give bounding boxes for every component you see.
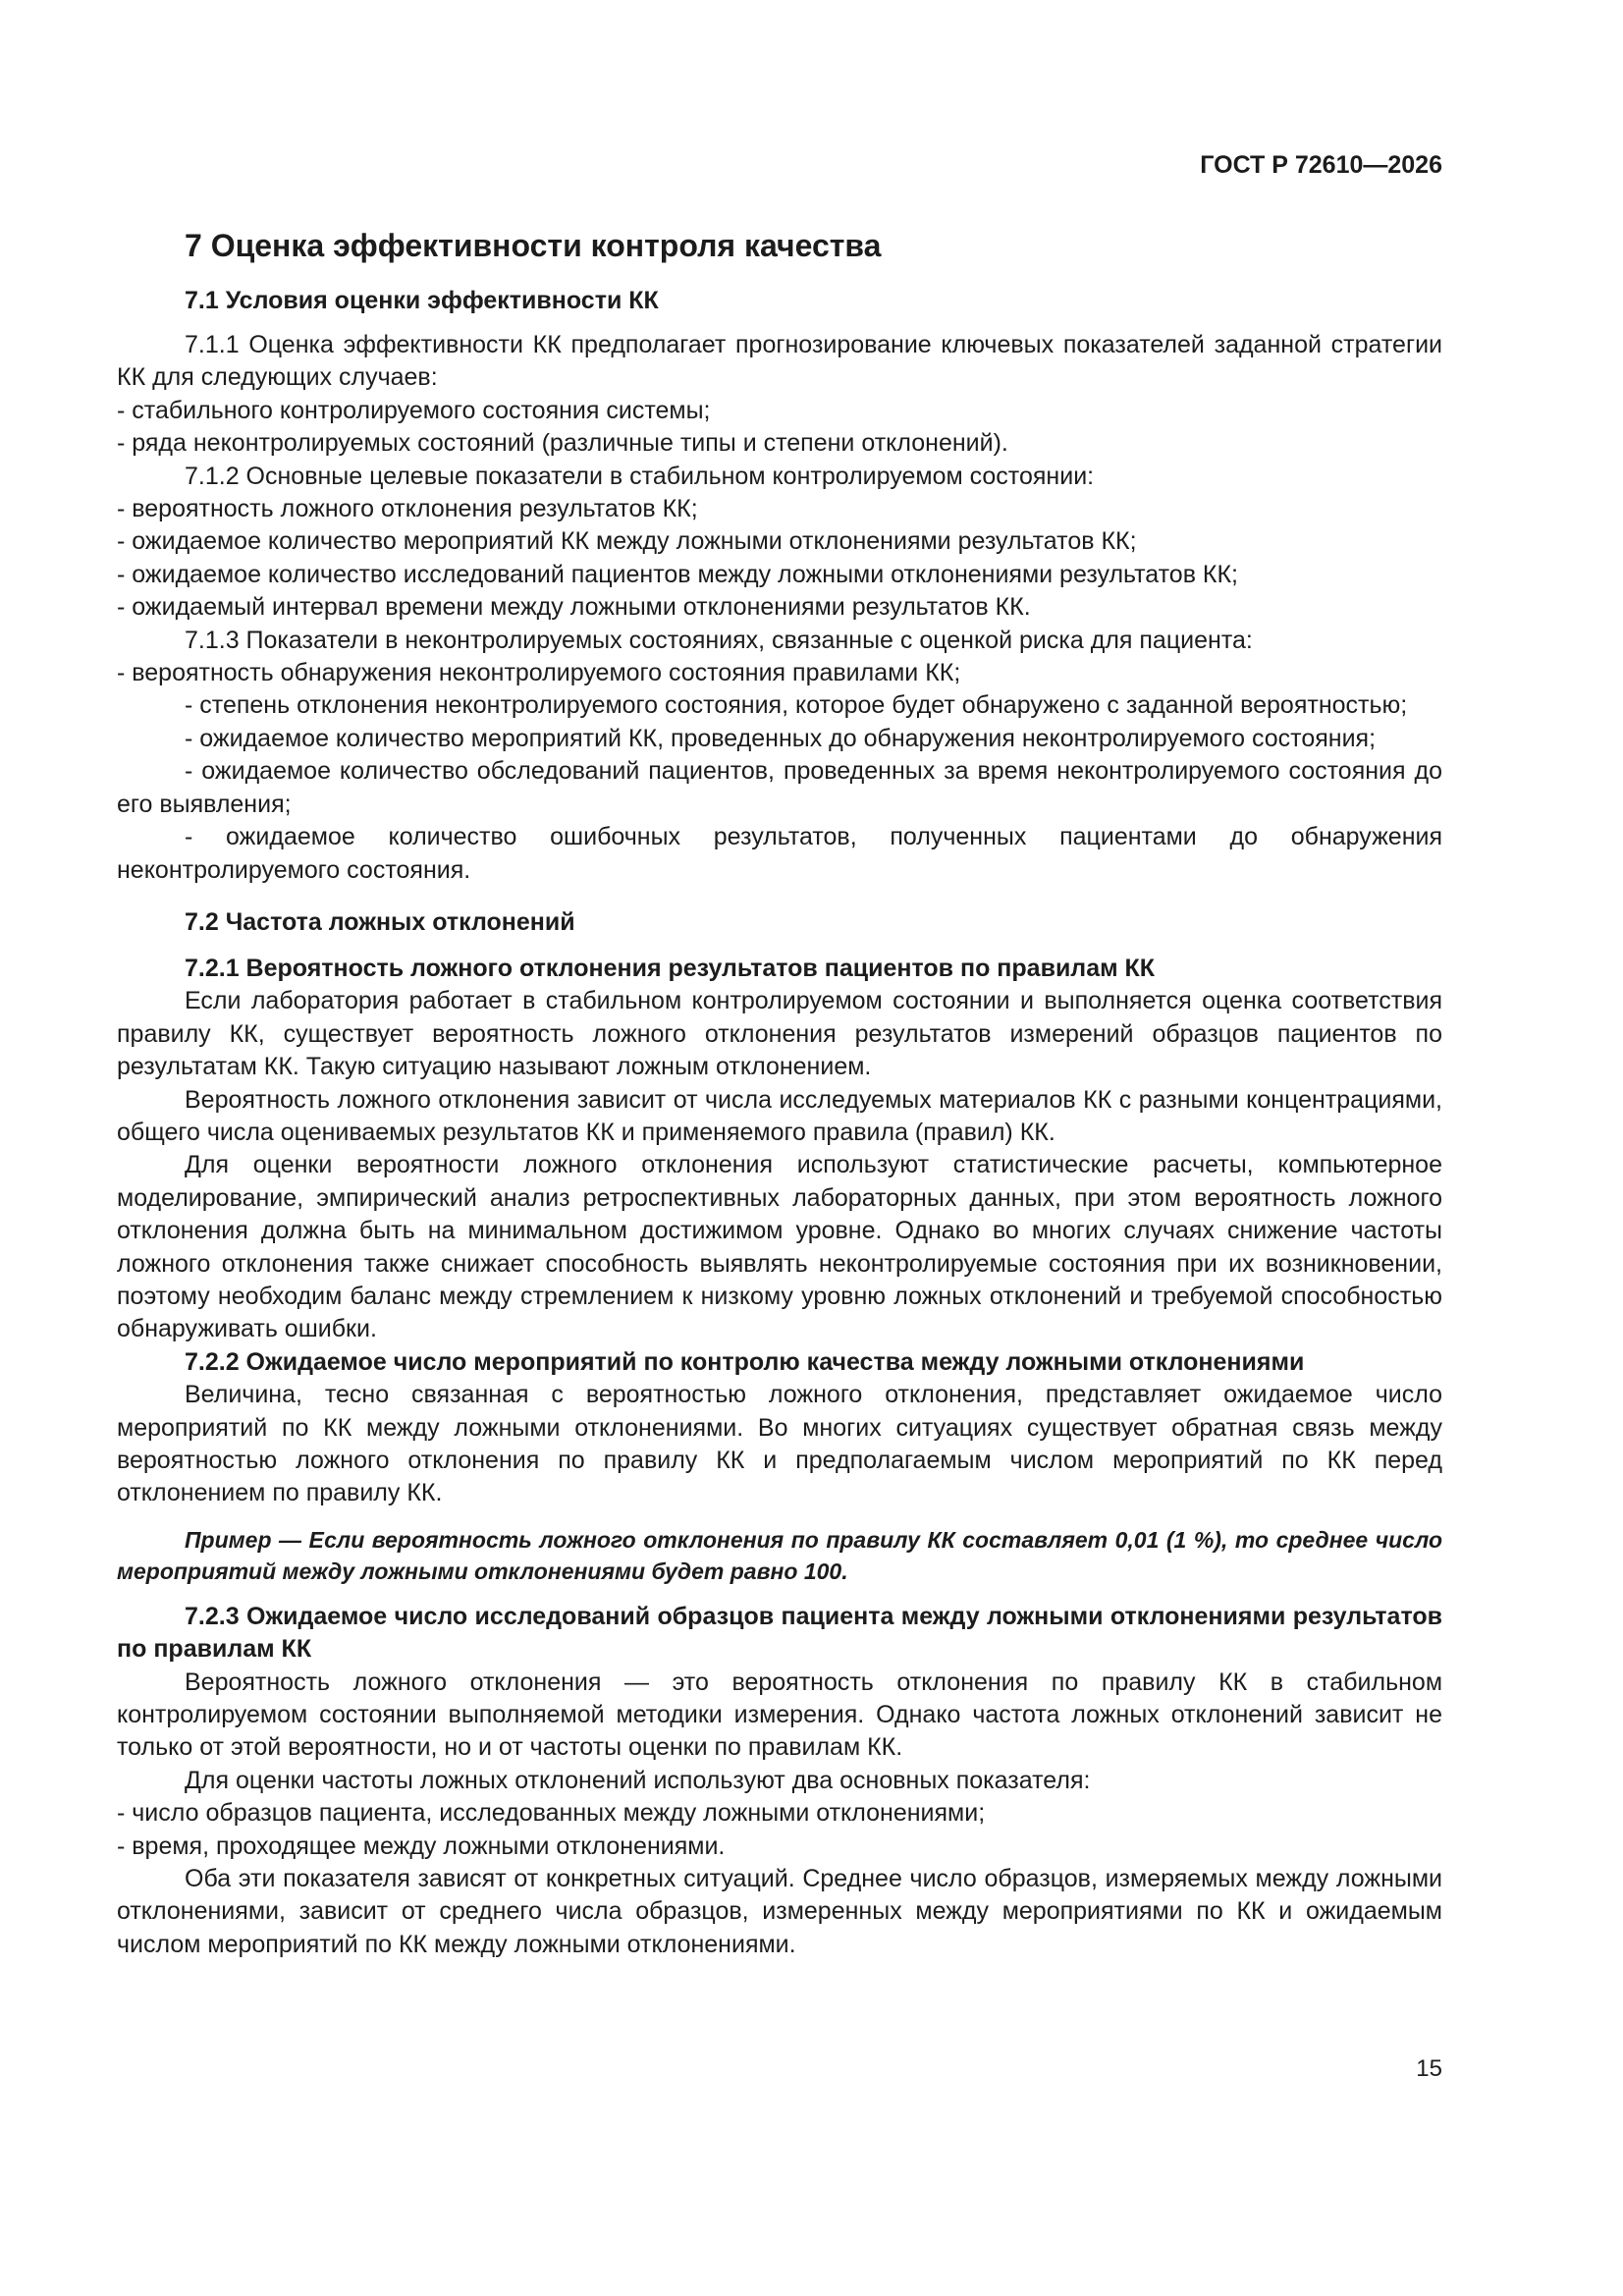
list-item: - ожидаемое количество ошибочных результатов, полученных пациентами до обнаружения неконтролируемого состояния. <box>117 823 1442 884</box>
list-item: - ряда неконтролируемых состояний (различные типы и степени отклонений). <box>117 429 1008 458</box>
list-item: - степень отклонения неконтролируемого состояния, которое будет обнаружено с заданной вероятностью; <box>185 691 1408 720</box>
section-7-2-1-heading: 7.2.1 Вероятность ложного отклонения результатов пациентов по правилам КК <box>185 954 1156 982</box>
section-7-2-heading: 7.2 Частота ложных отклонений <box>185 907 575 936</box>
paragraph-7-1-1: 7.1.1 Оценка эффективности КК предполагает прогнозирование ключевых показателей заданной стратегии КК для следующих случаев: <box>117 331 1442 392</box>
section-7-2-2-heading: 7.2.2 Ожидаемое число мероприятий по контролю качества между ложными отклонениями <box>185 1347 1305 1376</box>
list-item: - ожидаемое количество мероприятий КК, проведенных до обнаружения неконтролируемого состояния; <box>185 724 1377 752</box>
paragraph: Если лаборатория работает в стабильном контролируемом состоянии и выполняется оценка соответствия правилу КК, существует вероятность ложного отклонения результатов измерений образцов пациентов по результатам КК. Такую ситуацию называют ложным отклонением. <box>117 987 1442 1081</box>
section-7-2-3-heading: 7.2.3 Ожидаемое число исследований образцов пациента между ложными отклонениями результатов по правилам КК <box>117 1602 1442 1664</box>
list-item: - вероятность обнаружения неконтролируемого состояния правилами КК; <box>117 659 961 687</box>
example-note: Пример — Если вероятность ложного отклонения по правилу КК составляет 0,01 (1 %), то среднее число мероприятий между ложными отклонениями будет равно 100. <box>117 1526 1442 1584</box>
paragraph: Для оценки вероятности ложного отклонения используют статистические расчеты, компьютерное моделирование, эмпирический анализ ретроспективных лабораторных данных, при этом вероятность ложного отклонения должна быть на минимальном достижимом уровне. Однако во многих случаях снижение частоты ложного отклонения также снижает способность выявлять неконтролируемые состояния при их возникновении, поэтому необходим баланс между стремлением к низкому уровню ложных отклонений и требуемой способностью обнаруживать ошибки. <box>117 1151 1442 1343</box>
page-number: 15 <box>1416 2055 1442 2082</box>
section-7-heading: 7 Оценка эффективности контроля качества <box>185 228 882 263</box>
list-item: - вероятность ложного отклонения результатов КК; <box>117 495 698 523</box>
list-item: - ожидаемый интервал времени между ложными отклонениями результатов КК. <box>117 593 1031 622</box>
section-7-1-body <box>117 329 1442 887</box>
paragraph: Величина, тесно связанная с вероятностью ложного отклонения, представляет ожидаемое число мероприятий по КК между ложными отклонениями. Во многих ситуациях существует обратная связь между вероятностью ложного отклонения по правилу КК и предполагаемым числом мероприятий по КК перед отклонением по правилу КК. <box>117 1381 1442 1507</box>
section-7-1-heading: 7.1 Условия оценки эффективности КК <box>185 287 659 314</box>
section-7-2-body <box>117 953 1442 1961</box>
list-item: - число образцов пациента, исследованных между ложными отклонениями; <box>117 1799 986 1828</box>
list-item: - время, проходящее между ложными отклонениями. <box>117 1831 726 1860</box>
list-item: - ожидаемое количество мероприятий КК между ложными отклонениями результатов КК; <box>117 527 1137 556</box>
paragraph-7-1-3: 7.1.3 Показатели в неконтролируемых состояниях, связанные с оценкой риска для пациента: <box>185 626 1253 654</box>
list-item: - ожидаемое количество исследований пациентов между ложными отклонениями результатов КК; <box>117 560 1239 588</box>
document-body <box>117 220 1442 1961</box>
paragraph: Оба эти показателя зависят от конкретных ситуаций. Среднее число образцов, измеряемых между ложными отклонениями, зависит от среднего числа образцов, измеренных между мероприятиями по КК и ожидаемым числом мероприятий по КК между ложными отклонениями. <box>117 1865 1442 1958</box>
paragraph: Вероятность ложного отклонения — это вероятность отклонения по правилу КК в стабильном контролируемом состоянии выполняемой методики измерения. Однако частота ложных отклонений зависит не только от этой вероятности, но и от частоты оценки по правилам КК. <box>117 1667 1442 1762</box>
list-item: - ожидаемое количество обследований пациентов, проведенных за время неконтролируемого состояния до его выявления; <box>117 757 1442 818</box>
paragraph: Вероятность ложного отклонения зависит от числа исследуемых материалов КК с разными концентрациями, общего числа оцениваемых результатов КК и применяемого правила (правил) КК. <box>117 1085 1442 1146</box>
paragraph: Для оценки частоты ложных отклонений используют два основных показателя: <box>185 1766 1091 1794</box>
standard-code-header: ГОСТ Р 72610—2026 <box>1200 151 1442 179</box>
paragraph-7-1-2: 7.1.2 Основные целевые показатели в стабильном контролируемом состоянии: <box>185 462 1095 490</box>
list-item: - стабильного контролируемого состояния системы; <box>117 396 711 424</box>
